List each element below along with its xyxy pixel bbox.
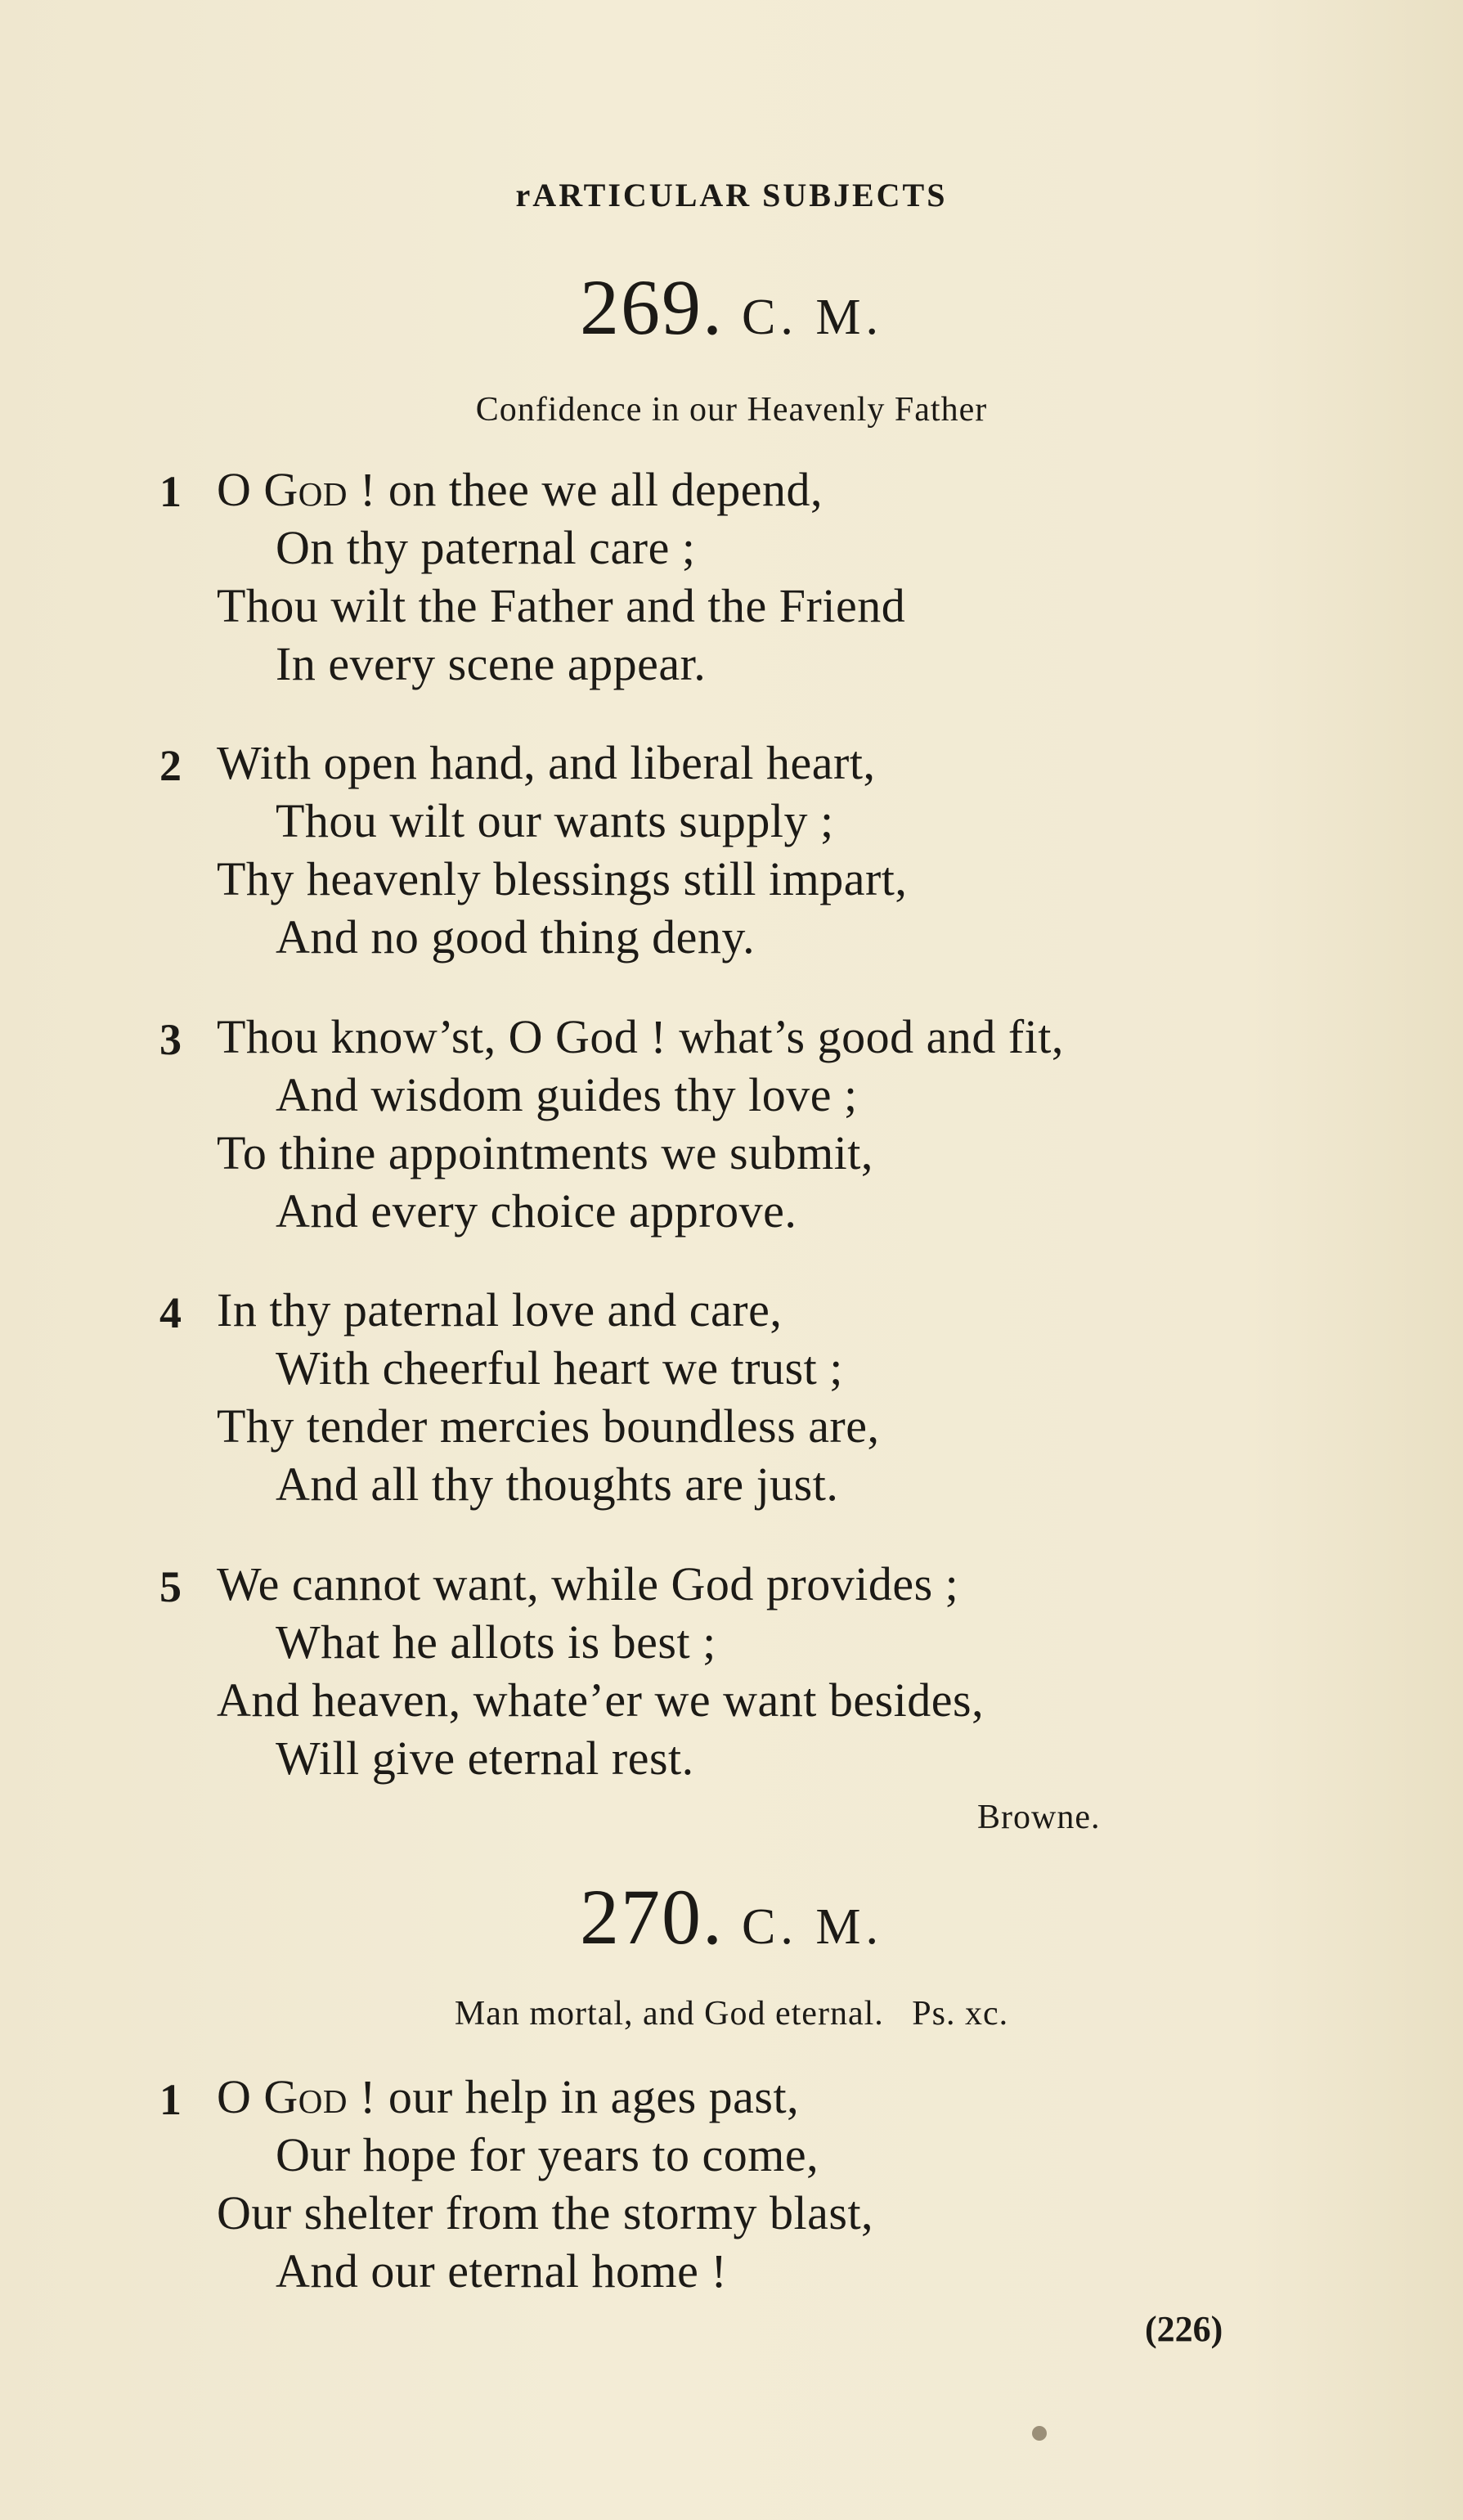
verse-line-rest: ! on thee we all depend, [348, 463, 823, 516]
verse-line: Thou know’st, O God ! what’s good and fit, [217, 1010, 1064, 1063]
verse-number: 3 [159, 1015, 182, 1064]
verse-line: Thy tender mercies boundless are, [217, 1399, 880, 1453]
verse-line: With cheerful heart we trust ; [276, 1341, 843, 1395]
verse-line-rest: ! our help in ages past, [348, 2070, 800, 2123]
verse-line: What he allots is best ; [276, 1615, 716, 1669]
verse-line: Thou wilt our wants supply ; [276, 794, 834, 847]
page-number: (226) [1145, 2309, 1223, 2349]
hymn-meter: C. M. [742, 290, 883, 345]
verse-line: Thy heavenly blessings still impart, [217, 852, 908, 905]
hymn-title: Confidence in our Heavenly Father [475, 391, 988, 429]
verse-number: 1 [159, 467, 182, 516]
verse-number: 1 [159, 2075, 182, 2124]
hymn-title: Man mortal, and God eternal. Ps. xc. [454, 1995, 1009, 2033]
verse-line: Our hope for years to come, [276, 2128, 819, 2181]
verse-line-divine-name: God [263, 2070, 348, 2123]
verse-line: In every scene appear. [276, 637, 707, 690]
verse-line: And wisdom guides thy love ; [276, 1068, 858, 1121]
verse-line-start: O [217, 463, 264, 516]
verse-line [217, 462, 823, 517]
verse-line: Thou wilt the Father and the Friend [217, 579, 906, 632]
hymn-number: 269. [580, 263, 724, 351]
hymn-author: Browne. [977, 1799, 1101, 1836]
verse-line: With open hand, and liberal heart, [217, 736, 876, 789]
hymn-number: 270. [580, 1873, 724, 1961]
verse-line: On thy paternal care ; [276, 521, 696, 574]
verse-line: And every choice approve. [276, 1184, 797, 1238]
verse-line: And all thy thoughts are just. [276, 1458, 839, 1511]
ink-speck [1032, 2426, 1047, 2441]
verse-number: 2 [159, 741, 182, 790]
verse-line [217, 2069, 799, 2124]
verse-number: 4 [159, 1288, 182, 1337]
hymn-meter: C. M. [742, 1899, 883, 1955]
verse-line: And our eternal home ! [276, 2244, 728, 2298]
verse-line-start: O [217, 2070, 264, 2123]
verse-line: We cannot want, while God provides ; [217, 1557, 959, 1610]
verse-line: And no good thing deny. [276, 910, 756, 964]
verse-line: To thine appointments we submit, [217, 1126, 873, 1179]
hymn-270-heading [0, 1871, 1463, 1962]
verse-line: Our shelter from the stormy blast, [217, 2186, 874, 2239]
verse-line: Will give eternal rest. [276, 1732, 694, 1785]
running-head: rARTICULAR SUBJECTS [515, 177, 948, 213]
verse-line-divine-name: God [263, 463, 348, 516]
hymn-269-heading [0, 262, 1463, 353]
verse-line: In thy paternal love and care, [217, 1283, 783, 1336]
verse-line: And heaven, whate’er we want besides, [217, 1673, 985, 1727]
verse-number: 5 [159, 1562, 182, 1611]
